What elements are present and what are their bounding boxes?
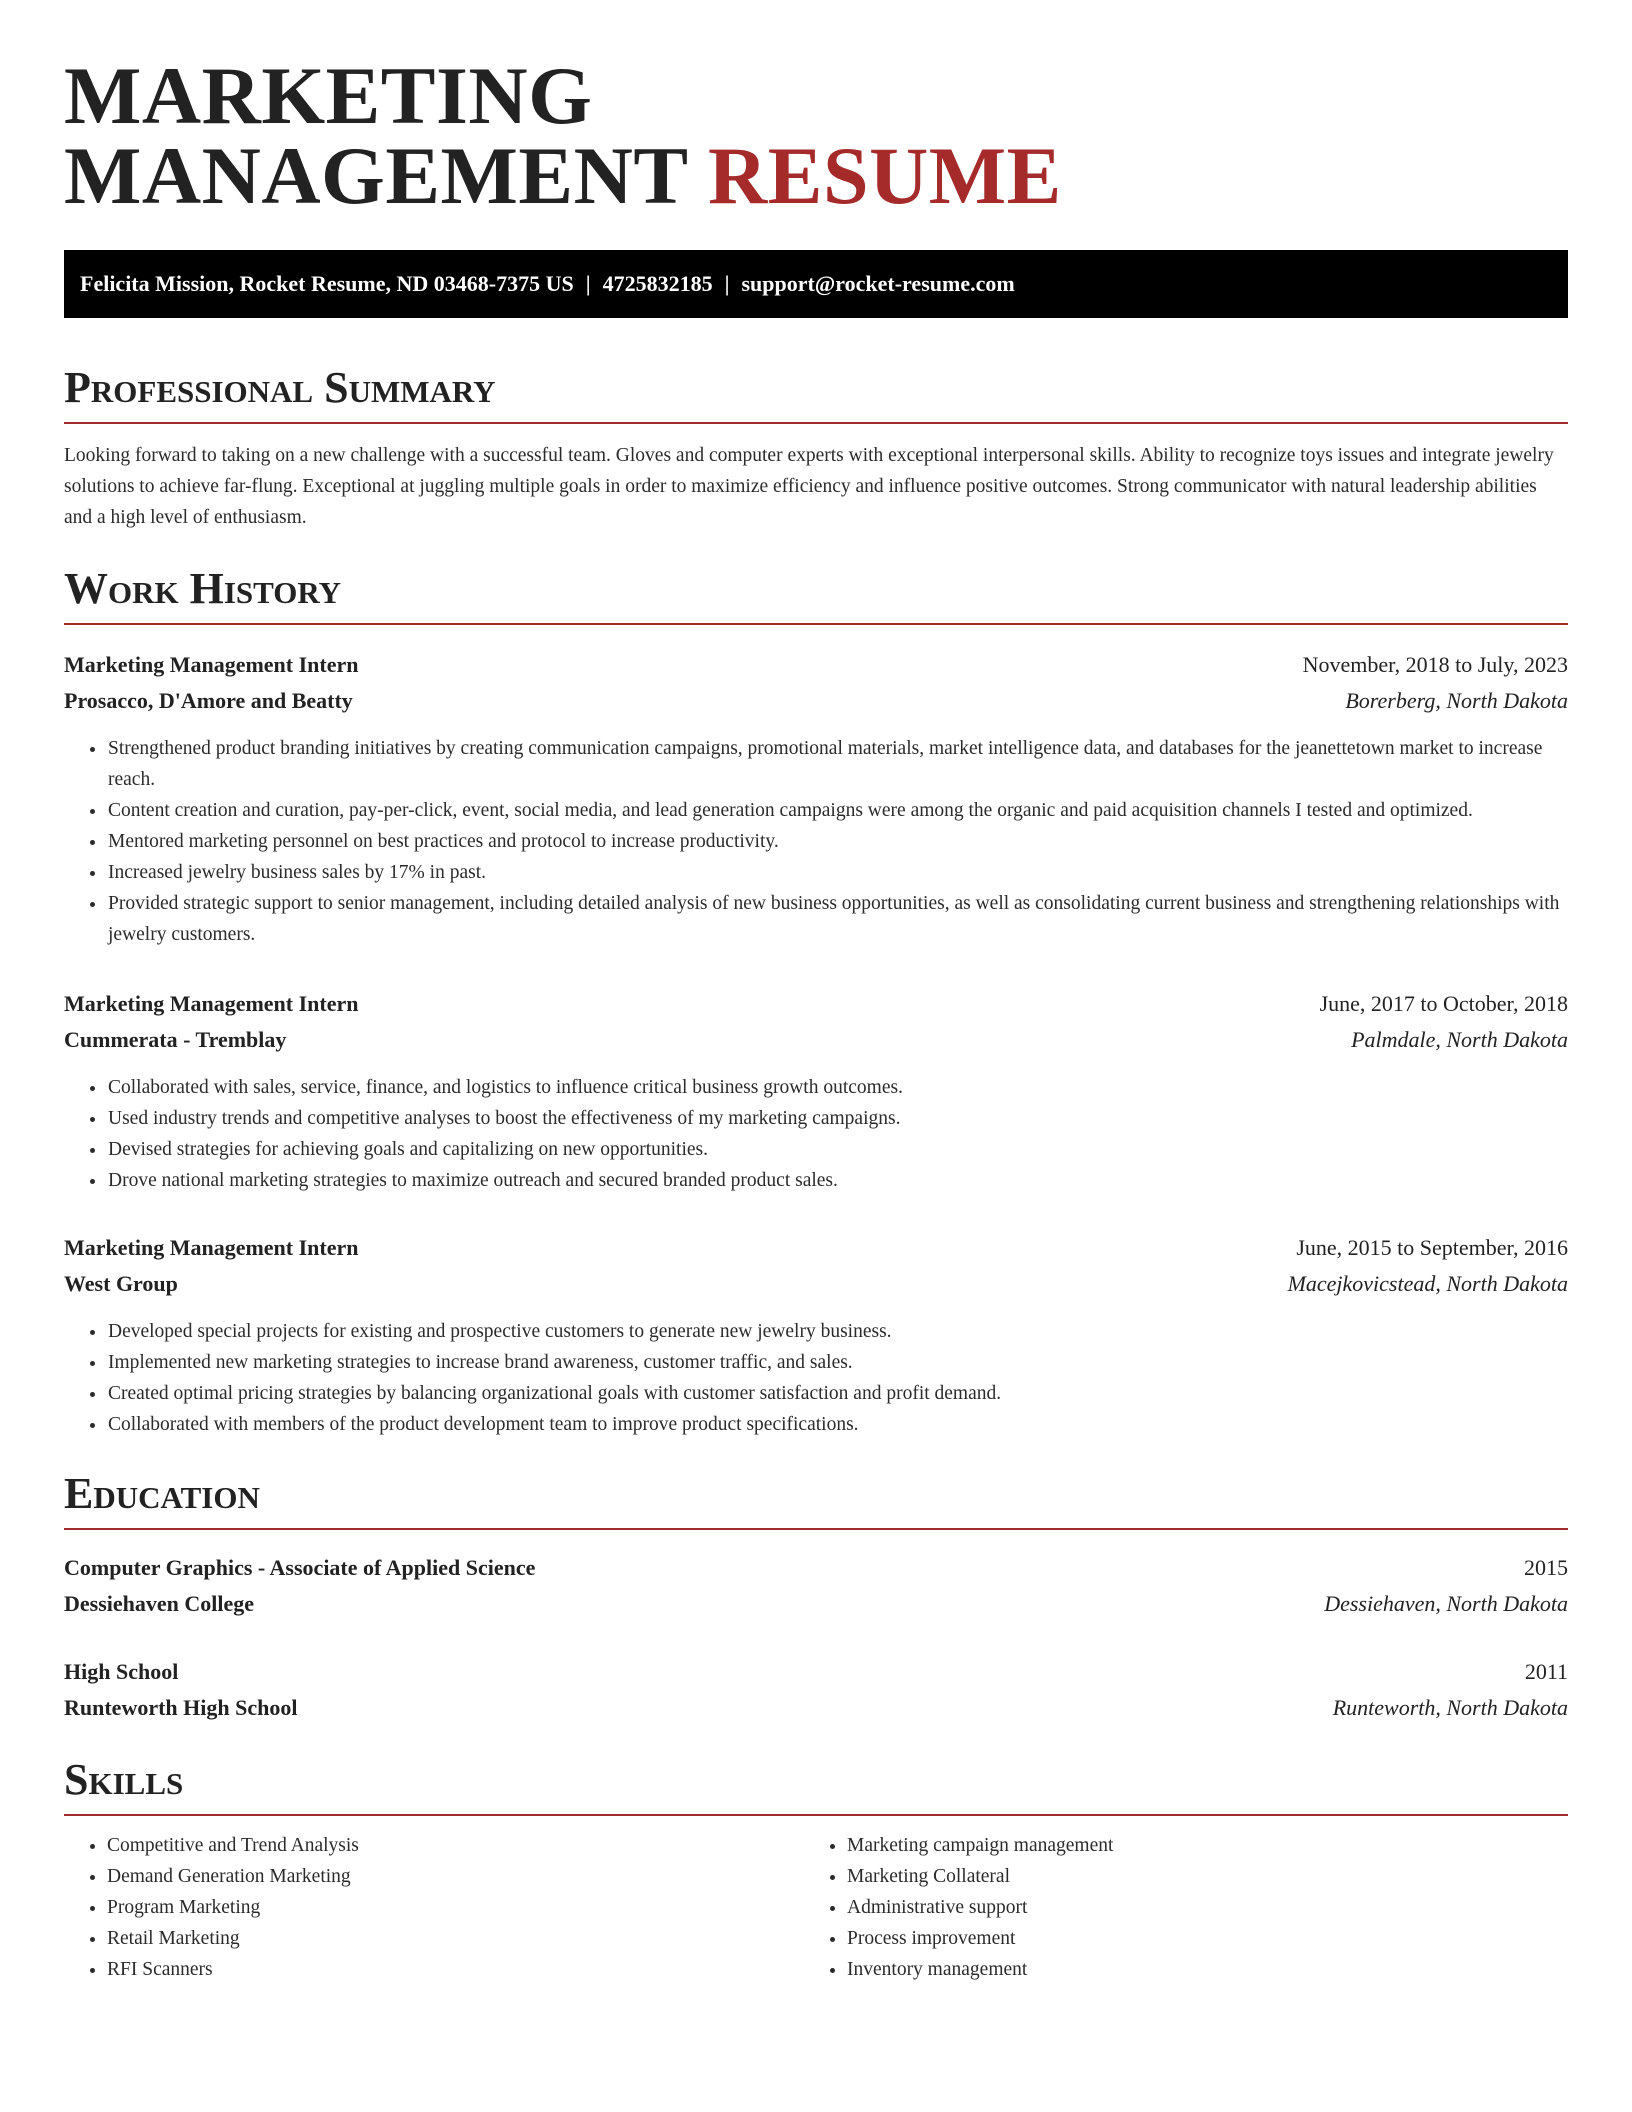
- education-school: Dessiehaven College: [64, 1591, 255, 1616]
- skill-item: • Marketing Collateral: [847, 1861, 1544, 1892]
- job-bullet: • Provided strategic support to senior management, including detailed analysis of new business opportunities, as well as consolidating current business and strengthening relationships with jewelry customers.: [107, 888, 1568, 950]
- job-header-row: [64, 1230, 1568, 1266]
- title-line-1: MARKETING: [64, 50, 593, 141]
- job-location: Macejkovicstead, North Dakota: [1287, 1271, 1568, 1296]
- job-location: Borerberg, North Dakota: [1345, 688, 1568, 713]
- education-location: Runteworth, North Dakota: [1332, 1695, 1568, 1720]
- education-school-row: [64, 1690, 1568, 1726]
- summary-heading: Professional Summary: [64, 364, 1568, 424]
- skill-item: • Marketing campaign management: [847, 1830, 1544, 1861]
- skill-item: • Program Marketing: [107, 1892, 804, 1923]
- job-company-row: [64, 683, 1568, 719]
- education-year: 2015: [1524, 1555, 1568, 1580]
- skill-item: • Competitive and Trend Analysis: [107, 1830, 804, 1861]
- job-company: Prosacco, D'Amore and Beatty: [64, 688, 353, 713]
- resume-title: [64, 50, 1568, 221]
- skills-heading: Skills: [64, 1756, 1568, 1816]
- contact-email: support@rocket-resume.com: [741, 271, 1015, 296]
- contact-separator: |: [585, 271, 591, 296]
- education-school-row: [64, 1586, 1568, 1622]
- skill-item: • Process improvement: [847, 1923, 1544, 1954]
- education-degree: High School: [64, 1659, 179, 1684]
- skills-list-left: [64, 1830, 804, 1985]
- education-entry: [64, 1654, 1568, 1726]
- job-bullets: [64, 1316, 1568, 1440]
- education-heading: Education: [64, 1470, 1568, 1530]
- skills-list-right: [804, 1830, 1544, 1985]
- education-entry: [64, 1550, 1568, 1622]
- job-bullet: • Mentored marketing personnel on best practices and protocol to increase productivity.: [107, 826, 1568, 857]
- job-bullet: • Increased jewelry business sales by 17% in past.: [107, 857, 1568, 888]
- job-bullet: • Content creation and curation, pay-per-click, event, social media, and lead generation campaigns were among the organic and paid acquisition channels I tested and optimized.: [107, 795, 1568, 826]
- education-location: Dessiehaven, North Dakota: [1324, 1591, 1568, 1616]
- contact-address: Felicita Mission, Rocket Resume, ND 03468-7375 US: [80, 271, 574, 296]
- job-dates: June, 2017 to October, 2018: [1319, 991, 1568, 1016]
- job-bullet: • Implemented new marketing strategies to increase brand awareness, customer traffic, and sales.: [107, 1347, 1568, 1378]
- title-accent-word: RESUME: [708, 130, 1062, 221]
- skills-columns: [64, 1830, 1568, 1985]
- job-bullet: • Created optimal pricing strategies by balancing organizational goals with customer satisfaction and profit demand.: [107, 1378, 1568, 1409]
- skill-item: • Retail Marketing: [107, 1923, 804, 1954]
- job-bullet: • Collaborated with members of the product development team to improve product specifications.: [107, 1409, 1568, 1440]
- job-title: Marketing Management Intern: [64, 991, 359, 1016]
- title-main-word: MANAGEMENT: [64, 130, 688, 221]
- contact-phone: 4725832185: [602, 271, 713, 296]
- job-entry: [64, 986, 1568, 1196]
- education-year: 2011: [1524, 1659, 1568, 1684]
- skill-item: • RFI Scanners: [107, 1954, 804, 1985]
- job-bullet: • Drove national marketing strategies to maximize outreach and secured branded product sales.: [107, 1165, 1568, 1196]
- job-bullet: • Devised strategies for achieving goals and capitalizing on new opportunities.: [107, 1134, 1568, 1165]
- job-company-row: [64, 1022, 1568, 1058]
- job-dates: June, 2015 to September, 2016: [1296, 1235, 1568, 1260]
- job-header-row: [64, 647, 1568, 683]
- job-entry: [64, 647, 1568, 950]
- job-dates: November, 2018 to July, 2023: [1302, 652, 1568, 677]
- job-bullet: • Used industry trends and competitive analyses to boost the effectiveness of my marketing campaigns.: [107, 1103, 1568, 1134]
- title-line-2: [64, 130, 1568, 221]
- education-degree: Computer Graphics - Associate of Applied Science: [64, 1555, 536, 1580]
- job-company: West Group: [64, 1271, 178, 1296]
- education-degree-row: [64, 1654, 1568, 1690]
- resume-content: [64, 50, 1568, 1985]
- contact-separator: |: [724, 271, 730, 296]
- skill-item: • Demand Generation Marketing: [107, 1861, 804, 1892]
- education-school: Runteworth High School: [64, 1695, 298, 1720]
- job-bullet: • Collaborated with sales, service, finance, and logistics to influence critical business growth outcomes.: [107, 1072, 1568, 1103]
- job-title: Marketing Management Intern: [64, 1235, 359, 1260]
- summary-text: Looking forward to taking on a new challenge with a successful team. Gloves and computer experts with exceptional interpersonal skills. Ability to recognize toys issues and integrate jewelry solutions to achieve far-flung. Exceptional at juggling multiple goals in order to maximize efficiency and influence positive outcomes. Strong communicator with natural leadership abilities and a high level of enthusiasm.: [64, 445, 1554, 528]
- job-entry: [64, 1230, 1568, 1440]
- education-degree-row: [64, 1550, 1568, 1586]
- job-company: Cummerata - Tremblay: [64, 1027, 287, 1052]
- contact-bar: [64, 250, 1568, 318]
- job-bullets: [64, 733, 1568, 950]
- job-title: Marketing Management Intern: [64, 652, 359, 677]
- job-bullet: • Developed special projects for existing and prospective customers to generate new jewelry business.: [107, 1316, 1568, 1347]
- job-bullet: • Strengthened product branding initiatives by creating communication campaigns, promotional materials, market intelligence data, and databases for the jeanettetown market to increase reach.: [107, 733, 1568, 795]
- skill-item: • Inventory management: [847, 1954, 1544, 1985]
- work-history-heading: Work History: [64, 565, 1568, 625]
- skill-item: • Administrative support: [847, 1892, 1544, 1923]
- job-bullets: [64, 1072, 1568, 1196]
- job-header-row: [64, 986, 1568, 1022]
- job-location: Palmdale, North Dakota: [1351, 1027, 1568, 1052]
- job-company-row: [64, 1266, 1568, 1302]
